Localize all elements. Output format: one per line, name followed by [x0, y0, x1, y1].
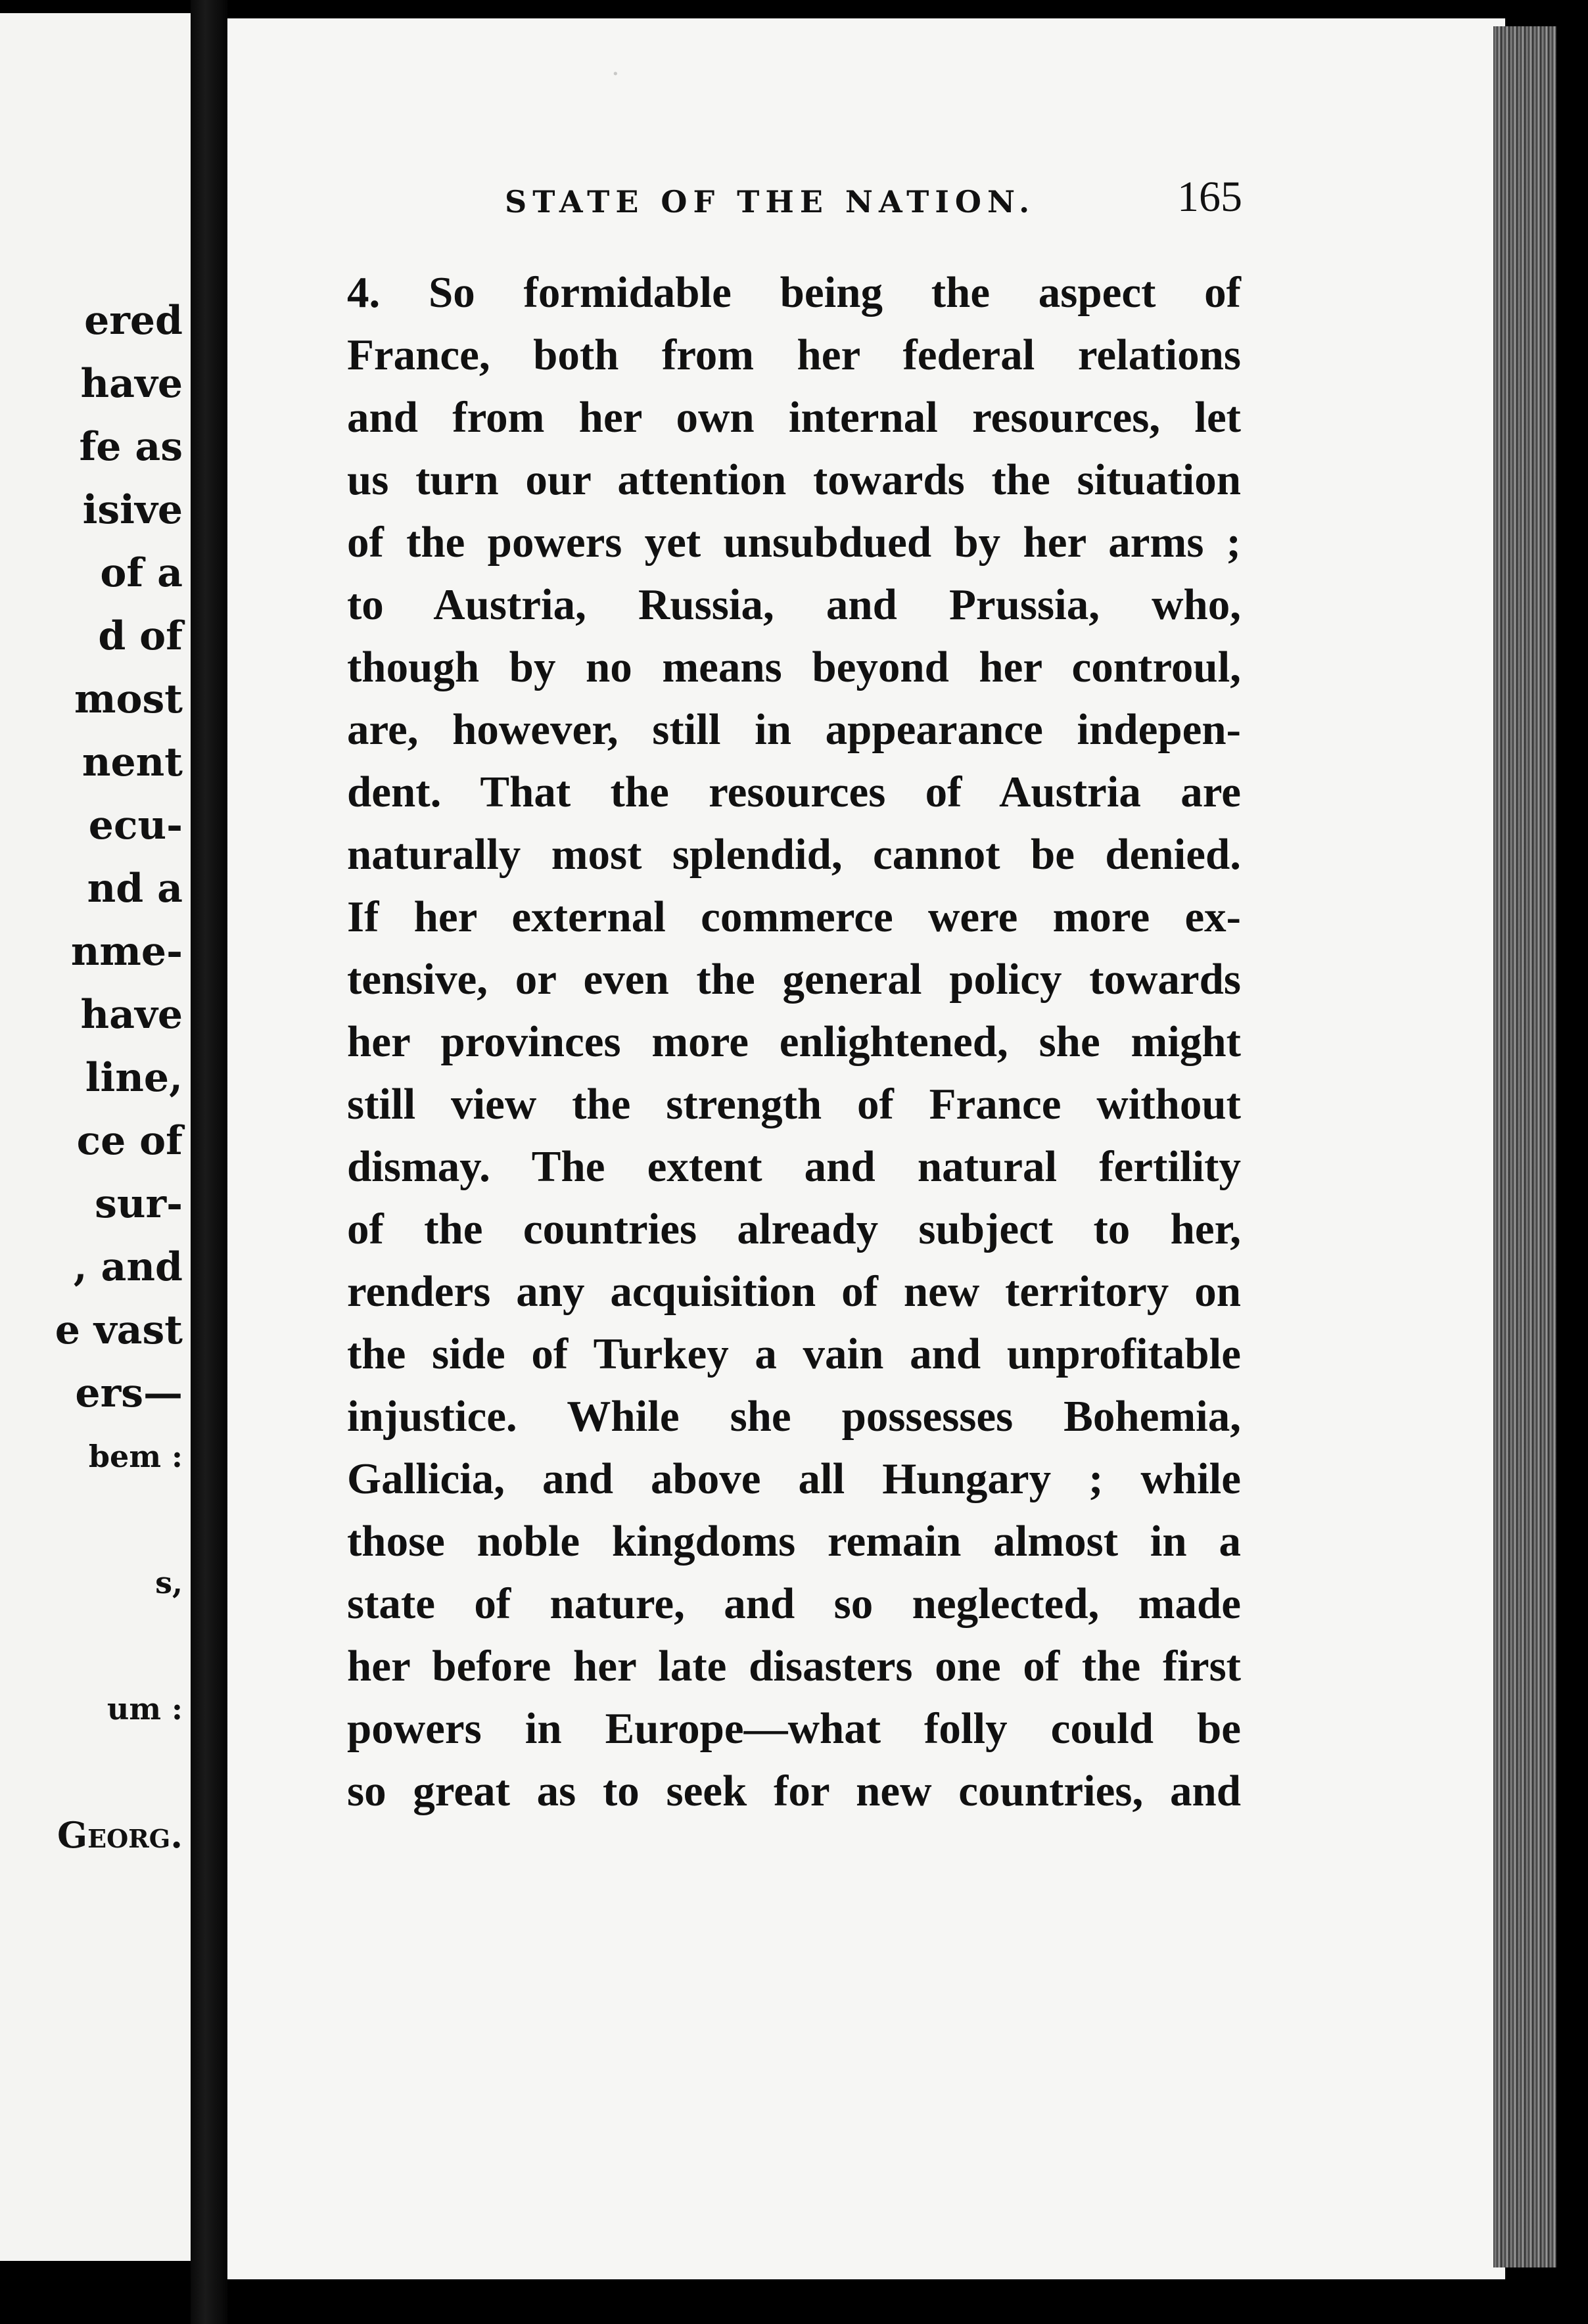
left-line	[0, 1614, 183, 1677]
left-line: sur-	[95, 1181, 183, 1227]
left-line: have	[80, 992, 183, 1038]
left-line: of a	[100, 550, 183, 596]
left-line: e vast	[55, 1307, 183, 1353]
left-line: isive	[82, 487, 183, 533]
left-line: most	[74, 676, 183, 722]
left-line: um :	[106, 1691, 183, 1727]
left-line: nd a	[87, 866, 183, 912]
text-line: those noble kingdoms remain almost in a	[347, 1517, 1241, 1566]
text-line: so great as to seek for new countries, and	[347, 1767, 1241, 1815]
text-line: her before her late disasters one of the first	[347, 1642, 1241, 1690]
text-line: dismay. The extent and natural fertility	[347, 1142, 1241, 1191]
text-line: If her external commerce were more ex-	[347, 893, 1241, 941]
text-line: 4. So formidable being the aspect of	[347, 268, 1241, 317]
text-line: powers in Europe—what folly could be	[347, 1704, 1241, 1753]
left-signature: Georg.	[57, 1814, 183, 1856]
text-line: still view the strength of France without	[347, 1080, 1241, 1128]
left-line: d of	[98, 613, 183, 659]
left-line: ce of	[76, 1118, 183, 1164]
left-facing-page	[0, 13, 191, 2261]
page-number: 165	[1177, 173, 1242, 221]
text-line: are, however, still in appearance indepen-	[347, 705, 1241, 754]
page-edges	[1493, 26, 1556, 2267]
text-line: dent. That the resources of Austria are	[347, 768, 1241, 816]
text-line: though by no means beyond her controul,	[347, 643, 1241, 691]
left-line: fe as	[79, 424, 183, 470]
page-body	[347, 262, 1241, 1823]
show-through-mark: ·	[611, 59, 620, 89]
running-title: STATE OF THE NATION.	[505, 184, 1036, 220]
text-line: Gallicia, and above all Hungary ; while	[347, 1454, 1241, 1503]
left-line	[0, 1740, 183, 1803]
text-line: her provinces more enlightened, she might	[347, 1017, 1241, 1066]
left-line	[0, 1488, 183, 1551]
left-line: ers—	[75, 1370, 183, 1416]
left-line: ecu-	[88, 802, 183, 848]
text-line: France, both from her federal relations	[347, 331, 1241, 379]
text-line: to Austria, Russia, and Prussia, who,	[347, 580, 1241, 629]
left-line: ered	[84, 298, 183, 344]
text-line: tensive, or even the general policy towards	[347, 955, 1241, 1004]
left-line: nme-	[70, 929, 183, 975]
left-line: nent	[82, 739, 183, 785]
text-line: us turn our attention towards the situation	[347, 455, 1241, 504]
left-page-text	[0, 289, 183, 1867]
left-line: line,	[85, 1055, 183, 1101]
text-line: and from her own internal resources, let	[347, 393, 1241, 442]
text-line: the side of Turkey a vain and unprofitable	[347, 1330, 1241, 1378]
scan-border	[1556, 0, 1588, 2324]
text-line: naturally most splendid, cannot be denied.	[347, 830, 1241, 879]
book-gutter	[191, 0, 227, 2324]
left-line: bem :	[88, 1439, 183, 1474]
text-line: injustice. While she possesses Bohemia,	[347, 1392, 1241, 1441]
left-line: , and	[73, 1244, 183, 1290]
text-line: of the powers yet unsubdued by her arms ;	[347, 518, 1241, 567]
left-line: s,	[155, 1565, 183, 1600]
text-line: state of nature, and so neglected, made	[347, 1579, 1241, 1628]
left-line: have	[80, 361, 183, 407]
text-line: of the countries already subject to her,	[347, 1205, 1241, 1253]
text-line: renders any acquisition of new territory on	[347, 1267, 1241, 1316]
